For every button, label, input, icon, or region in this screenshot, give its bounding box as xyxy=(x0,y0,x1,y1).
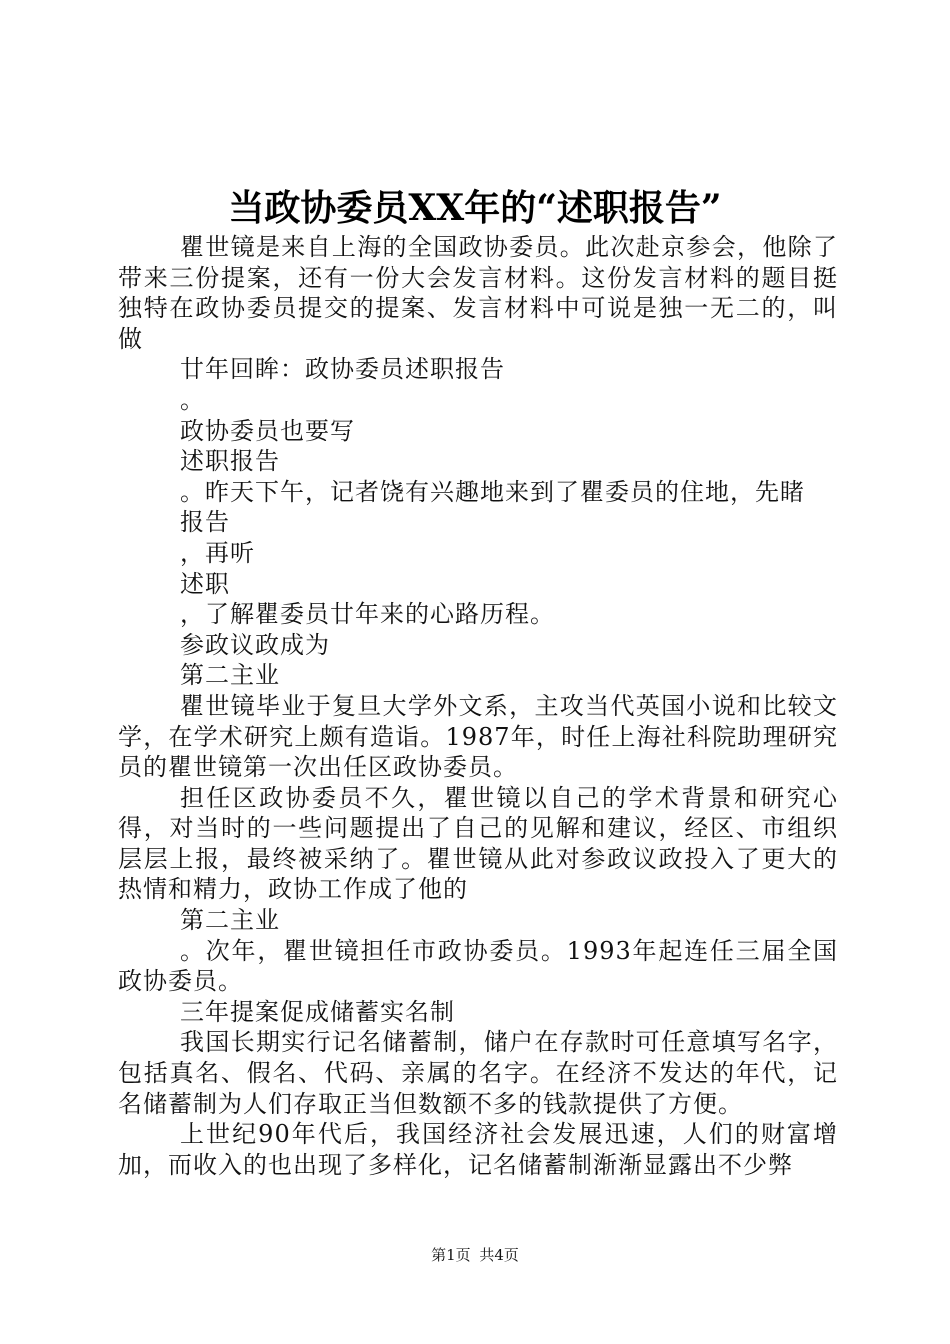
paragraph: 瞿世镜是来自上海的全国政协委员。此次赴京参会，他除了带来三份提案，还有一份大会发言材料。这份发言材料的题目挺独特在政协委员提交的提案、发言材料中可说是独一无二的，叫做 xyxy=(118,233,838,353)
text-line: 廿年回眸：政协委员述职报告 xyxy=(180,355,505,384)
text-line: 参政议政成为 xyxy=(180,630,330,659)
text-line: 。 xyxy=(180,385,205,414)
text-line: 第二主业 xyxy=(180,661,280,690)
page-footer xyxy=(0,1245,950,1265)
page-number: 第1页 xyxy=(431,1246,471,1264)
paragraph: 上世纪90年代后，我国经济社会发展迅速，人们的财富增加，而收入的也出现了多样化，记名储蓄制渐渐显露出不少弊 xyxy=(118,1120,838,1179)
text-line: 政协委员也要写 xyxy=(180,416,355,445)
paragraph: 我国长期实行记名储蓄制，储户在存款时可任意填写名字，包括真名、假名、代码、亲属的名字。在经济不发达的年代，记名储蓄制为人们存取正当但数额不多的钱款提供了方便。 xyxy=(118,1028,838,1118)
text-line: 三年提案促成储蓄实名制 xyxy=(180,997,455,1026)
paragraph: 担任区政协委员不久，瞿世镜以自己的学术背景和研究心得，对当时的一些问题提出了自己的见解和建议，经区、市组织层层上报，最终被采纳了。瞿世镜从此对参政议政投入了更大的热情和精力，政协工作成了他的 xyxy=(118,783,838,904)
document-title: 当政协委员XX年的“述职报告” xyxy=(228,187,722,229)
text-line: ，了解瞿委员廿年来的心路历程。 xyxy=(180,600,555,629)
text-line: 述职报告 xyxy=(180,447,280,476)
page-total: 共4页 xyxy=(479,1246,519,1264)
text-line: 报告 xyxy=(180,508,230,537)
text-line: ，再听 xyxy=(180,538,255,567)
document-body xyxy=(118,232,838,1180)
paragraph: 瞿世镜毕业于复旦大学外文系，主攻当代英国小说和比较文学，在学术研究上颇有造诣。1987年，时任上海社科院助理研究员的瞿世镜第一次出任区政协委员。 xyxy=(118,691,838,782)
text-line: 。昨天下午，记者饶有兴趣地来到了瞿委员的住地，先睹 xyxy=(180,477,805,506)
text-line: 述职 xyxy=(180,569,230,598)
paragraph: 。次年，瞿世镜担任市政协委员。1993年起连任三届全国政协委员。 xyxy=(118,936,838,996)
text-line: 第二主业 xyxy=(180,906,280,935)
